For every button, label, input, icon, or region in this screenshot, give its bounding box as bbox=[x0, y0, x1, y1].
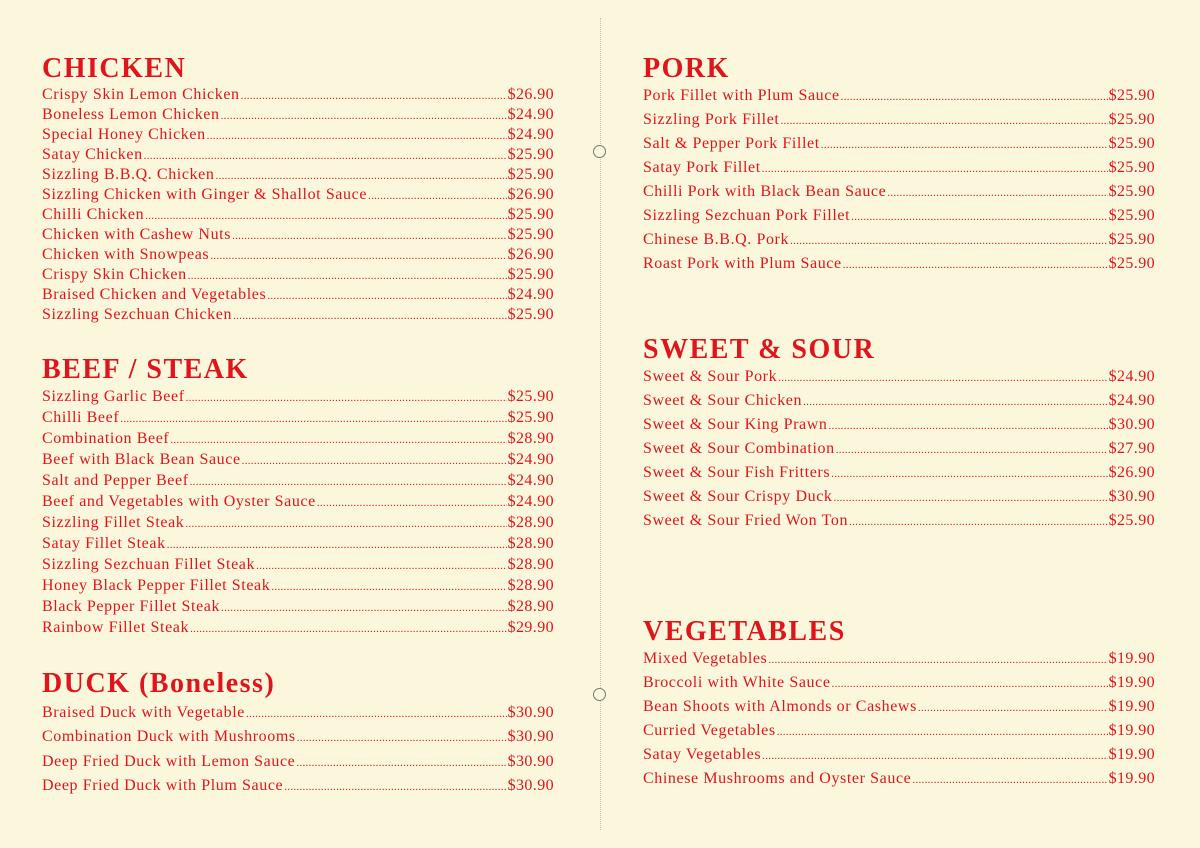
dot-leader bbox=[762, 744, 1107, 768]
dot-leader bbox=[832, 672, 1108, 696]
dot-leader bbox=[851, 205, 1107, 229]
dot-leader bbox=[144, 146, 507, 166]
menu-item bbox=[643, 695, 1155, 719]
dot-leader bbox=[215, 166, 506, 186]
section-title: DUCK (Boneless) bbox=[42, 668, 276, 699]
menu-list bbox=[42, 386, 554, 638]
menu-item-name: Sizzling Sezchuan Fillet Steak bbox=[42, 556, 256, 573]
menu-item-name: Chinese Mushrooms and Oyster Sauce bbox=[643, 770, 912, 787]
menu-item-name: Rainbow Fillet Steak bbox=[42, 619, 190, 636]
menu-item-price: $30.90 bbox=[507, 752, 554, 770]
dot-leader bbox=[296, 751, 506, 775]
menu-item bbox=[643, 719, 1155, 743]
menu-item-name: Crispy Skin Chicken bbox=[42, 266, 187, 283]
menu-item-name: Broccoli with White Sauce bbox=[643, 674, 831, 691]
dot-leader bbox=[210, 246, 506, 266]
menu-item-price: $30.90 bbox=[507, 776, 554, 794]
menu-item-name: Pork Fillet with Plum Sauce bbox=[643, 87, 840, 104]
dot-leader bbox=[267, 286, 506, 306]
menu-item-name: Chilli Pork with Black Bean Sauce bbox=[643, 183, 887, 200]
dot-leader bbox=[887, 181, 1107, 205]
dot-leader bbox=[297, 726, 507, 750]
menu-item-price: $19.90 bbox=[1108, 722, 1155, 739]
menu-item-name: Chilli Beef bbox=[42, 409, 120, 426]
dot-leader bbox=[246, 702, 507, 726]
dot-leader bbox=[170, 430, 506, 451]
menu-item-name: Chicken with Snowpeas bbox=[42, 246, 210, 263]
dot-leader bbox=[233, 306, 507, 326]
menu-item-price: $30.90 bbox=[1108, 488, 1155, 505]
dot-leader bbox=[207, 126, 507, 146]
menu-item-price: $25.90 bbox=[1108, 111, 1155, 128]
menu-item-price: $25.90 bbox=[1108, 87, 1155, 104]
menu-item bbox=[643, 252, 1155, 276]
menu-item-price: $26.90 bbox=[507, 186, 554, 203]
menu-item-price: $24.90 bbox=[507, 493, 554, 510]
menu-item-name: Salt & Pepper Pork Fillet bbox=[643, 135, 820, 152]
menu-item-price: $26.90 bbox=[507, 246, 554, 263]
menu-item-name: Deep Fried Duck with Lemon Sauce bbox=[42, 752, 296, 770]
menu-list bbox=[643, 647, 1155, 791]
menu-item-price: $19.90 bbox=[1108, 650, 1155, 667]
menu-item-price: $28.90 bbox=[507, 430, 554, 447]
menu-item bbox=[42, 533, 554, 554]
binding-hole-icon bbox=[593, 145, 606, 158]
dot-leader bbox=[849, 510, 1108, 534]
menu-item-name: Sweet & Sour Combination bbox=[643, 440, 835, 457]
menu-item bbox=[42, 512, 554, 533]
menu-item bbox=[643, 437, 1155, 461]
menu-item-name: Sweet & Sour Crispy Duck bbox=[643, 488, 833, 505]
menu-item bbox=[643, 132, 1155, 156]
menu-item-price: $28.90 bbox=[507, 598, 554, 615]
dot-leader bbox=[768, 648, 1107, 672]
menu-item bbox=[42, 285, 554, 305]
dot-leader bbox=[190, 472, 507, 493]
menu-item bbox=[643, 461, 1155, 485]
section-title: CHICKEN bbox=[42, 53, 187, 84]
dot-leader bbox=[186, 388, 507, 409]
menu-item bbox=[42, 575, 554, 596]
menu-item-name: Sizzling Fillet Steak bbox=[42, 514, 185, 531]
menu-item bbox=[42, 245, 554, 265]
menu-item-name: Sweet & Sour King Prawn bbox=[643, 416, 828, 433]
menu-item-price: $29.90 bbox=[507, 619, 554, 636]
menu-item bbox=[42, 105, 554, 125]
section-title: BEEF / STEAK bbox=[42, 354, 249, 385]
menu-item-price: $25.90 bbox=[507, 166, 554, 183]
duck-section bbox=[42, 669, 554, 798]
menu-item bbox=[643, 647, 1155, 671]
menu-item-name: Curried Vegetables bbox=[643, 722, 776, 739]
menu-item-name: Special Honey Chicken bbox=[42, 126, 206, 143]
dot-leader bbox=[803, 390, 1108, 414]
dot-leader bbox=[120, 409, 506, 430]
menu-item bbox=[42, 265, 554, 285]
menu-item bbox=[42, 145, 554, 165]
menu-item-name: Honey Black Pepper Fillet Steak bbox=[42, 577, 271, 594]
menu-item-price: $28.90 bbox=[507, 535, 554, 552]
dot-leader bbox=[780, 109, 1107, 133]
menu-item bbox=[42, 165, 554, 185]
menu-item-price: $25.90 bbox=[1108, 512, 1155, 529]
menu-item-price: $25.90 bbox=[507, 226, 554, 243]
menu-item-name: Beef and Vegetables with Oyster Sauce bbox=[42, 493, 316, 510]
menu-item bbox=[42, 774, 554, 798]
dot-leader bbox=[834, 486, 1108, 510]
menu-item-price: $25.90 bbox=[1108, 183, 1155, 200]
page-fold-line bbox=[600, 18, 601, 830]
menu-item-price: $25.90 bbox=[507, 266, 554, 283]
dot-leader bbox=[831, 462, 1107, 486]
menu-item-name: Black Pepper Fillet Steak bbox=[42, 598, 221, 615]
menu-item-price: $28.90 bbox=[507, 514, 554, 531]
menu-item-price: $27.90 bbox=[1108, 440, 1155, 457]
menu-item-name: Sizzling Chicken with Ginger & Shallot Sauce bbox=[42, 186, 368, 203]
section-title: SWEET & SOUR bbox=[643, 334, 876, 365]
menu-item bbox=[42, 491, 554, 512]
menu-item-name: Mixed Vegetables bbox=[643, 650, 768, 667]
menu-item-price: $26.90 bbox=[507, 86, 554, 103]
dot-leader bbox=[790, 229, 1108, 253]
dot-leader bbox=[843, 253, 1108, 277]
binding-hole-icon bbox=[593, 688, 606, 701]
dot-leader bbox=[918, 696, 1108, 720]
vegetables-section bbox=[643, 617, 1155, 791]
dot-leader bbox=[778, 366, 1107, 390]
menu-item-price: $19.90 bbox=[1108, 674, 1155, 691]
dot-leader bbox=[284, 775, 506, 799]
dot-leader bbox=[232, 226, 507, 246]
menu-item bbox=[643, 365, 1155, 389]
dot-leader bbox=[762, 157, 1108, 181]
menu-item-name: Sizzling Garlic Beef bbox=[42, 388, 185, 405]
dot-leader bbox=[185, 514, 506, 535]
menu-item bbox=[643, 743, 1155, 767]
menu-item-price: $24.90 bbox=[507, 106, 554, 123]
menu-item-price: $25.90 bbox=[507, 388, 554, 405]
dot-leader bbox=[221, 598, 507, 619]
menu-item bbox=[42, 596, 554, 617]
dot-leader bbox=[368, 186, 507, 206]
menu-item bbox=[42, 428, 554, 449]
menu-item bbox=[643, 108, 1155, 132]
menu-item bbox=[42, 725, 554, 749]
menu-item-name: Sweet & Sour Fish Fritters bbox=[643, 464, 831, 481]
dot-leader bbox=[912, 768, 1107, 792]
menu-item-name: Crispy Skin Lemon Chicken bbox=[42, 86, 240, 103]
menu-item bbox=[42, 305, 554, 325]
chicken-section bbox=[42, 54, 554, 325]
menu-item bbox=[42, 185, 554, 205]
menu-item-name: Sizzling Sezchuan Chicken bbox=[42, 306, 233, 323]
dot-leader bbox=[188, 266, 507, 286]
menu-item bbox=[643, 509, 1155, 533]
menu-item-price: $24.90 bbox=[507, 472, 554, 489]
menu-list bbox=[42, 701, 554, 798]
dot-leader bbox=[190, 619, 506, 640]
menu-item-name: Satay Chicken bbox=[42, 146, 143, 163]
menu-item-name: Sweet & Sour Chicken bbox=[643, 392, 803, 409]
menu-item-name: Braised Chicken and Vegetables bbox=[42, 286, 267, 303]
menu-item-name: Beef with Black Bean Sauce bbox=[42, 451, 241, 468]
menu-item bbox=[643, 180, 1155, 204]
menu-item-price: $25.90 bbox=[507, 206, 554, 223]
pork-section bbox=[643, 54, 1155, 276]
menu-item bbox=[42, 407, 554, 428]
menu-item bbox=[42, 85, 554, 105]
menu-item-name: Satay Vegetables bbox=[643, 746, 762, 763]
menu-item-name: Satay Pork Fillet bbox=[643, 159, 761, 176]
menu-item bbox=[42, 205, 554, 225]
menu-item bbox=[643, 671, 1155, 695]
menu-item-price: $19.90 bbox=[1108, 746, 1155, 763]
menu-item-name: Roast Pork with Plum Sauce bbox=[643, 255, 842, 272]
menu-item bbox=[42, 701, 554, 725]
menu-item bbox=[42, 225, 554, 245]
dot-leader bbox=[271, 577, 506, 598]
menu-item bbox=[42, 750, 554, 774]
menu-item bbox=[643, 767, 1155, 791]
menu-item-name: Bean Shoots with Almonds or Cashews bbox=[643, 698, 917, 715]
menu-item-price: $28.90 bbox=[507, 556, 554, 573]
menu-item-price: $24.90 bbox=[507, 451, 554, 468]
menu-item-name: Sizzling Pork Fillet bbox=[643, 111, 780, 128]
menu-item-name: Salt and Pepper Beef bbox=[42, 472, 189, 489]
menu-item-price: $25.90 bbox=[1108, 159, 1155, 176]
menu-item bbox=[643, 156, 1155, 180]
menu-list bbox=[643, 365, 1155, 533]
menu-list bbox=[643, 84, 1155, 276]
menu-item bbox=[42, 617, 554, 638]
menu-item-price: $25.90 bbox=[507, 409, 554, 426]
menu-item bbox=[42, 125, 554, 145]
menu-item-price: $24.90 bbox=[507, 286, 554, 303]
menu-item-name: Chicken with Cashew Nuts bbox=[42, 226, 232, 243]
menu-list bbox=[42, 85, 554, 325]
dot-leader bbox=[836, 438, 1108, 462]
menu-item-name: Combination Beef bbox=[42, 430, 170, 447]
menu-item-price: $25.90 bbox=[1108, 255, 1155, 272]
dot-leader bbox=[242, 451, 507, 472]
menu-item-name: Deep Fried Duck with Plum Sauce bbox=[42, 776, 284, 794]
menu-item-name: Sizzling Sezchuan Pork Fillet bbox=[643, 207, 851, 224]
dot-leader bbox=[841, 85, 1108, 109]
menu-item-name: Sizzling B.B.Q. Chicken bbox=[42, 166, 215, 183]
dot-leader bbox=[145, 206, 506, 226]
menu-item bbox=[643, 389, 1155, 413]
menu-item-price: $25.90 bbox=[507, 306, 554, 323]
menu-item-price: $28.90 bbox=[507, 577, 554, 594]
menu-item-name: Combination Duck with Mushrooms bbox=[42, 728, 296, 746]
menu-item-price: $24.90 bbox=[1108, 392, 1155, 409]
beef-steak-section bbox=[42, 355, 554, 638]
menu-item bbox=[643, 84, 1155, 108]
menu-item-price: $24.90 bbox=[1108, 368, 1155, 385]
dot-leader bbox=[317, 493, 507, 514]
dot-leader bbox=[777, 720, 1108, 744]
menu-item-price: $30.90 bbox=[507, 704, 554, 721]
menu-item-name: Boneless Lemon Chicken bbox=[42, 106, 220, 123]
dot-leader bbox=[256, 556, 507, 577]
menu-item-name: Sweet & Sour Fried Won Ton bbox=[643, 512, 849, 529]
menu-item bbox=[643, 413, 1155, 437]
menu-item-price: $24.90 bbox=[507, 126, 554, 143]
menu-item-name: Chilli Chicken bbox=[42, 206, 145, 223]
menu-item-price: $25.90 bbox=[1108, 231, 1155, 248]
menu-item bbox=[42, 449, 554, 470]
menu-item bbox=[643, 204, 1155, 228]
dot-leader bbox=[828, 414, 1107, 438]
menu-item-price: $26.90 bbox=[1108, 464, 1155, 481]
dot-leader bbox=[241, 86, 507, 106]
menu-item-name: Satay Fillet Steak bbox=[42, 535, 166, 552]
menu-item-price: $19.90 bbox=[1108, 770, 1155, 787]
menu-item-price: $30.90 bbox=[507, 728, 554, 746]
menu-item-name: Braised Duck with Vegetable bbox=[42, 704, 245, 721]
menu-item-price: $19.90 bbox=[1108, 698, 1155, 715]
dot-leader bbox=[221, 106, 507, 126]
menu-item bbox=[643, 228, 1155, 252]
menu-item-name: Sweet & Sour Pork bbox=[643, 368, 778, 385]
dot-leader bbox=[821, 133, 1108, 157]
menu-item-name: Chinese B.B.Q. Pork bbox=[643, 231, 790, 248]
section-title: VEGETABLES bbox=[643, 616, 846, 647]
menu-item-price: $25.90 bbox=[1108, 135, 1155, 152]
dot-leader bbox=[167, 535, 507, 556]
menu-item-price: $30.90 bbox=[1108, 416, 1155, 433]
section-title: PORK bbox=[643, 53, 730, 84]
menu-item bbox=[42, 554, 554, 575]
sweet-sour-section bbox=[643, 335, 1155, 533]
menu-item-price: $25.90 bbox=[507, 146, 554, 163]
menu-item-price: $25.90 bbox=[1108, 207, 1155, 224]
menu-item bbox=[643, 485, 1155, 509]
menu-item bbox=[42, 470, 554, 491]
menu-item bbox=[42, 386, 554, 407]
